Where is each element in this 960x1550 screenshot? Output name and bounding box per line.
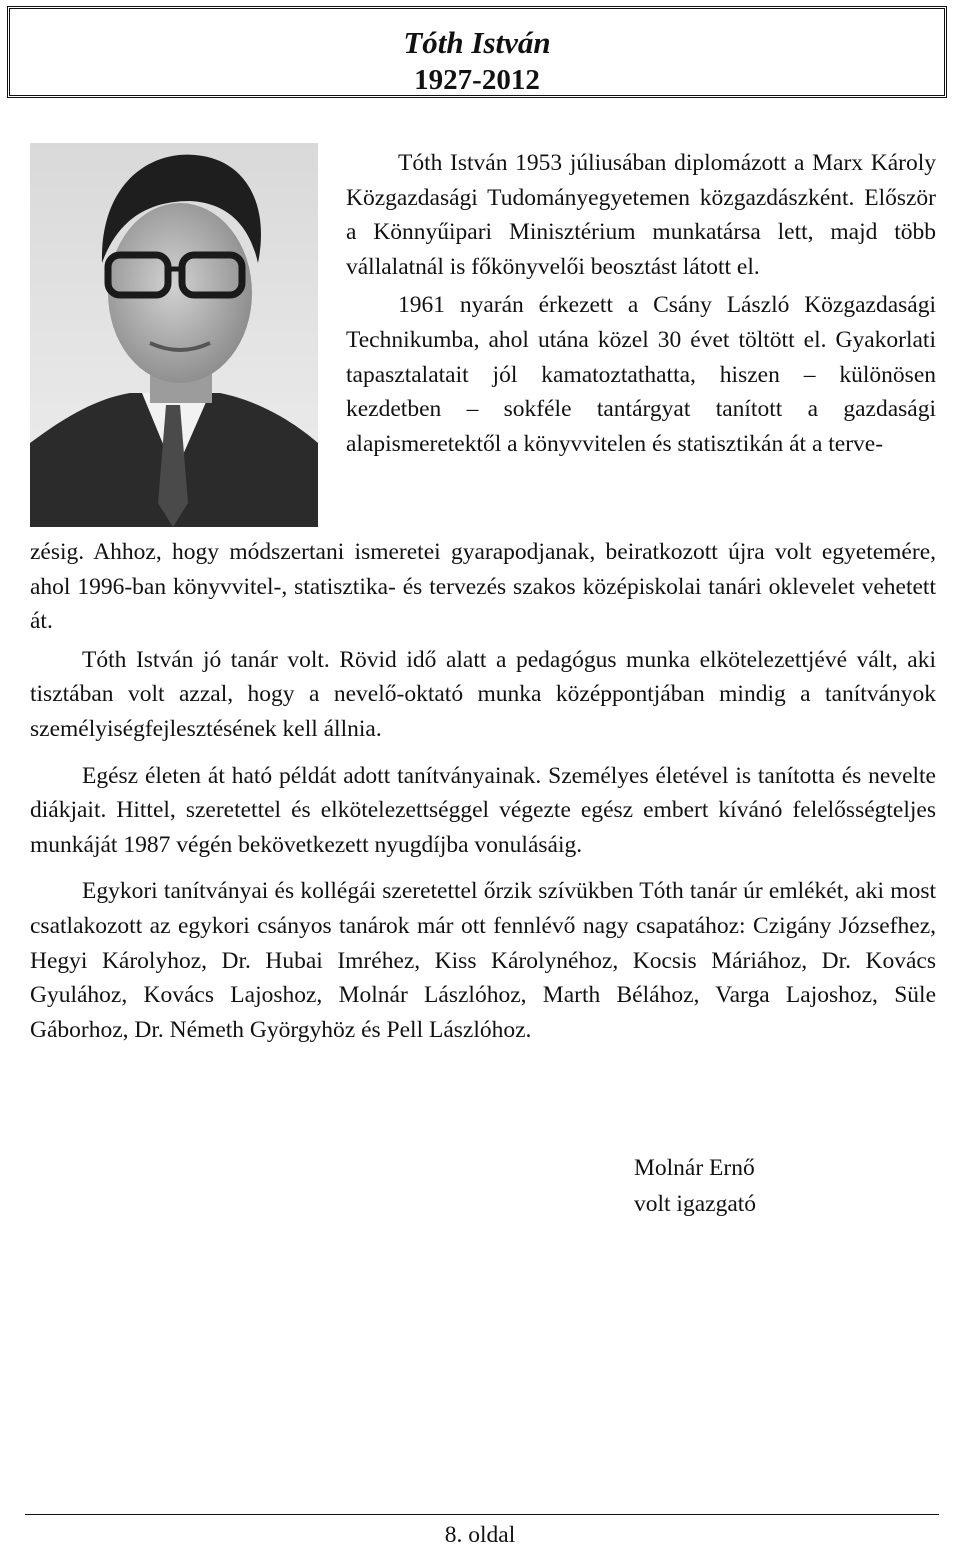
paragraph-2: 1961 nyarán érkezett a Csány László Közgazdasági Technikumba, ahol utána közel 30 évet töltött el. Gyakorlati tapasztalatait jól kamatoztathatta, hiszen – különösen kezdetben – sokféle tantárgyat tanított a gazdasági alapismeretektől a könyvvitelen és statisztikán át a terve- bbox=[346, 292, 936, 457]
title-box bbox=[7, 6, 947, 98]
signature-role: volt igazgató bbox=[634, 1191, 757, 1217]
paragraph-1: Tóth István 1953 júliusában diplomázott a Marx Károly Közgazdasági Tudományegyetemen közgazdászként. Először a Könnyűipari Minisztérium munkatársa lett, majd több vállalatnál is főkönyvelői beosztást látott el. bbox=[346, 150, 936, 280]
portrait-photo bbox=[30, 143, 318, 527]
footer-divider bbox=[25, 1514, 939, 1515]
body-text bbox=[30, 535, 936, 1047]
signature bbox=[634, 1150, 756, 1222]
paragraph-5: Egykori tanítványai és kollégái szeretettel őrzik szívükben Tóth tanár úr emlékét, aki most csatlakozott az egykori csányos tanárok már ott fennlévő nagy csapatához: Czigány Józsefhez, Hegyi Károlyhoz, Dr. Hubai Imréhez, Kiss Károlynéhoz, Kocsis Máriához, Dr. Kovács Gyulához, Kovács Lajoshoz, Molnár Lászlóhoz, Marth Bélához, Varga Lajoshoz, Süle Gáborhoz, Dr. Németh Györgyhöz és Pell Lászlóhoz. bbox=[30, 878, 936, 1043]
life-years: 1927-2012 bbox=[414, 64, 540, 96]
paragraph-4: Egész életen át ható példát adott tanítványainak. Személyes életével is tanította és nevelte diákjait. Hittel, szeretettel és elkötelezettséggel végezte egész embert kívánó felelősségteljes munkáját 1987 végén bekövetkezett nyugdíjba vonulásáig. bbox=[30, 762, 936, 858]
page-title: Tóth István bbox=[403, 25, 551, 60]
page-number: 8. oldal bbox=[444, 1522, 516, 1548]
paragraph-3: Tóth István jó tanár volt. Rövid idő alatt a pedagógus munka elkötelezettjévé vált, aki tisztában volt azzal, hogy a nevelő-oktató munka középpontjában mindig a tanítványok személyiségfejlesztésének kell állnia. bbox=[30, 646, 936, 742]
intro-text bbox=[346, 146, 936, 461]
signature-name: Molnár Ernő bbox=[634, 1155, 755, 1181]
paragraph-2-continued: zésig. Ahhoz, hogy módszertani ismeretei gyarapodjanak, beiratkozott újra volt egyetemére, ahol 1996-ban könyvvitel-, statisztika- és tervezés szakos középiskolai tanári oklevelet vehetett át. bbox=[30, 539, 936, 635]
